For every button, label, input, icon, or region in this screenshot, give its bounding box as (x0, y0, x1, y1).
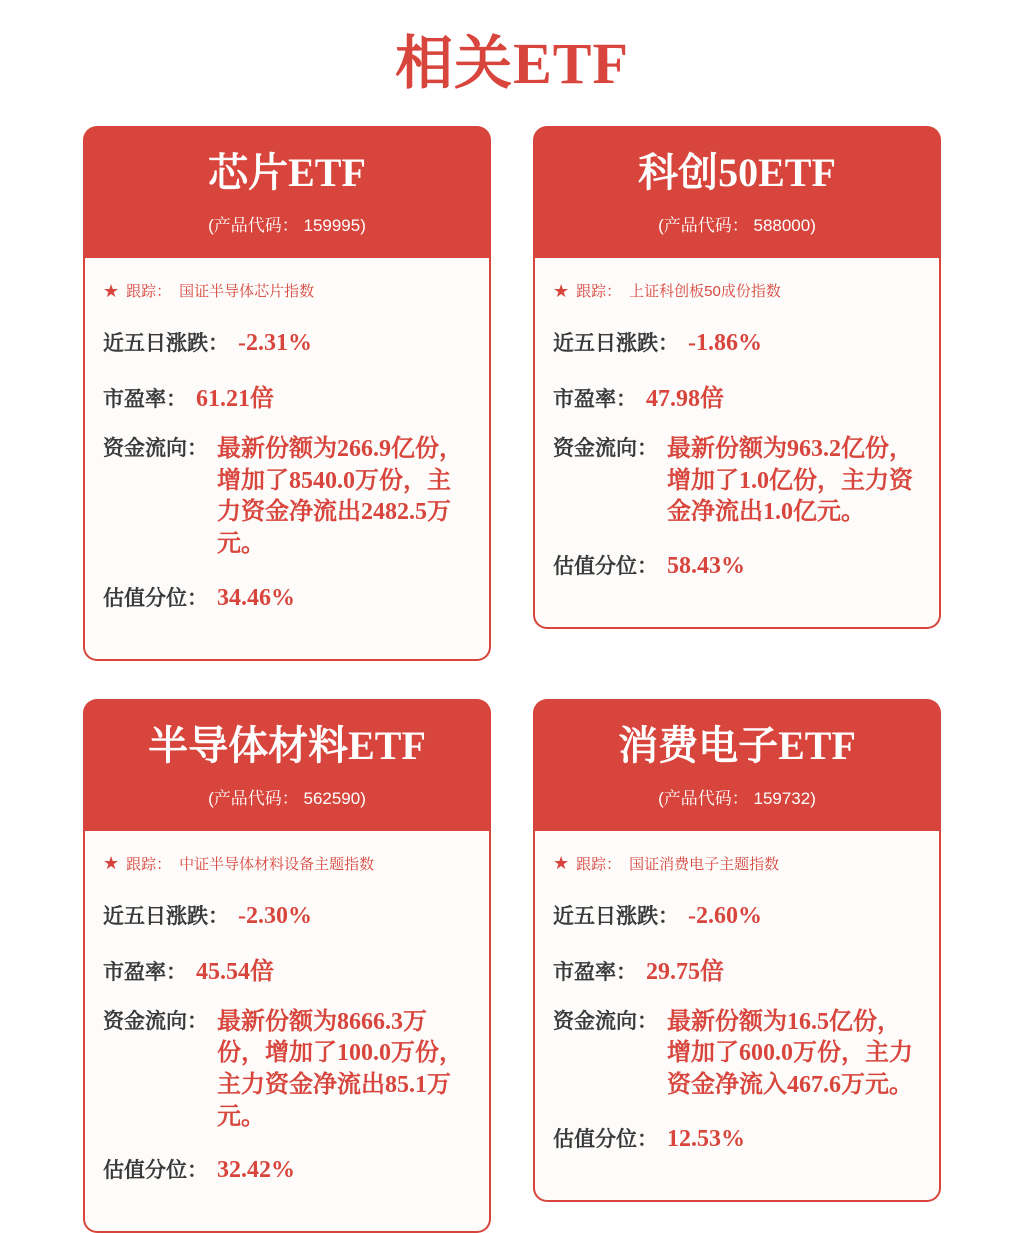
five-day-change-row (553, 327, 923, 357)
capital-flow-value: 最新份额为963.2亿份，增加了1.0亿份，主力资金净流出1.0亿元。 (667, 436, 913, 526)
card-body (533, 831, 941, 1202)
pe-ratio-row (103, 951, 473, 986)
pe-ratio-label: 市盈率： (553, 960, 637, 984)
capital-flow-label: 资金流向： (553, 1009, 658, 1033)
valuation-row (103, 582, 473, 612)
capital-flow-row (103, 434, 473, 561)
capital-flow-label: 资金流向： (103, 1009, 208, 1033)
pe-ratio-label: 市盈率： (103, 960, 187, 984)
etf-name: 芯片ETF (208, 150, 366, 195)
capital-flow-row (103, 1007, 473, 1134)
track-index: 中证半导体材料设备主题指数 (179, 855, 375, 873)
pe-ratio-value: 61.21倍 (196, 386, 274, 412)
track-index: 上证科创板50成份指数 (629, 283, 781, 300)
card-body (533, 258, 941, 629)
valuation-row (103, 1154, 473, 1184)
five-day-change-row (553, 900, 923, 930)
capital-flow-row (553, 434, 923, 529)
product-code: (产品代码： 159732) (658, 788, 816, 808)
five-day-change-label: 近五日涨跌： (553, 332, 679, 355)
valuation-value: 58.43% (667, 553, 745, 580)
track-row (103, 853, 473, 874)
star-icon: ★ (553, 853, 570, 874)
etf-card-semiconductor-materials (83, 699, 491, 1233)
etf-name: 消费电子ETF (618, 722, 856, 768)
product-code: (产品代码： 588000) (658, 216, 816, 235)
five-day-change-label: 近五日涨跌： (553, 904, 679, 928)
pe-ratio-value: 29.75倍 (646, 958, 724, 985)
capital-flow-label: 资金流向： (103, 437, 208, 460)
track-label: 跟踪： (126, 855, 172, 873)
star-icon: ★ (103, 280, 120, 301)
valuation-label: 估值分位： (103, 1159, 208, 1183)
card-header (83, 699, 491, 831)
track-row (553, 280, 923, 301)
five-day-change-label: 近五日涨跌： (103, 904, 229, 928)
product-code: (产品代码： 159995) (208, 216, 366, 235)
pe-ratio-value: 47.98倍 (646, 386, 724, 412)
pe-ratio-row (553, 951, 923, 986)
pe-ratio-row (553, 378, 923, 413)
valuation-value: 32.42% (217, 1157, 295, 1184)
five-day-change-row (103, 327, 473, 357)
five-day-change-row (103, 900, 473, 930)
card-header (83, 126, 491, 258)
card-body (83, 831, 491, 1233)
valuation-value: 12.53% (667, 1125, 745, 1152)
five-day-change-value: -1.86% (688, 330, 762, 356)
star-icon: ★ (553, 280, 570, 301)
etf-name: 半导体材料ETF (148, 722, 426, 768)
track-index: 国证半导体芯片指数 (179, 283, 315, 300)
pe-ratio-row (103, 378, 473, 413)
page-title: 相关ETF (395, 31, 629, 96)
valuation-value: 34.46% (217, 584, 295, 611)
five-day-change-value: -2.30% (238, 902, 312, 929)
five-day-change-value: -2.31% (238, 330, 312, 356)
product-code: (产品代码： 562590) (208, 788, 366, 808)
track-index: 国证消费电子主题指数 (629, 855, 780, 873)
card-header (533, 126, 941, 258)
capital-flow-value: 最新份额为266.9亿份，增加了8540.0万份，主力资金净流出2482.5万元。 (217, 436, 463, 558)
track-label: 跟踪： (576, 855, 622, 873)
etf-card-chip (83, 126, 491, 661)
pe-ratio-value: 45.54倍 (196, 958, 274, 985)
etf-card-grid (0, 126, 1024, 1233)
pe-ratio-label: 市盈率： (103, 388, 187, 411)
star-icon: ★ (103, 853, 120, 874)
capital-flow-row (553, 1007, 923, 1102)
track-label: 跟踪： (126, 283, 172, 300)
five-day-change-value: -2.60% (688, 902, 762, 929)
etf-name: 科创50ETF (638, 150, 836, 195)
capital-flow-label: 资金流向： (553, 437, 658, 460)
track-label: 跟踪： (576, 283, 622, 300)
etf-card-consumer-electronics (533, 699, 941, 1233)
valuation-label: 估值分位： (103, 586, 208, 610)
five-day-change-label: 近五日涨跌： (103, 332, 229, 355)
valuation-label: 估值分位： (553, 555, 658, 579)
capital-flow-value: 最新份额为16.5亿份，增加了600.0万份，主力资金净流入467.6万元。 (667, 1008, 913, 1099)
capital-flow-value: 最新份额为8666.3万份，增加了100.0万份，主力资金净流出85.1万元。 (217, 1008, 463, 1130)
track-row (103, 280, 473, 301)
valuation-row (553, 1123, 923, 1153)
etf-card-star50 (533, 126, 941, 661)
card-body (83, 258, 491, 661)
track-row (553, 853, 923, 874)
valuation-label: 估值分位： (553, 1127, 658, 1151)
card-header (533, 699, 941, 831)
pe-ratio-label: 市盈率： (553, 388, 637, 411)
valuation-row (553, 550, 923, 580)
